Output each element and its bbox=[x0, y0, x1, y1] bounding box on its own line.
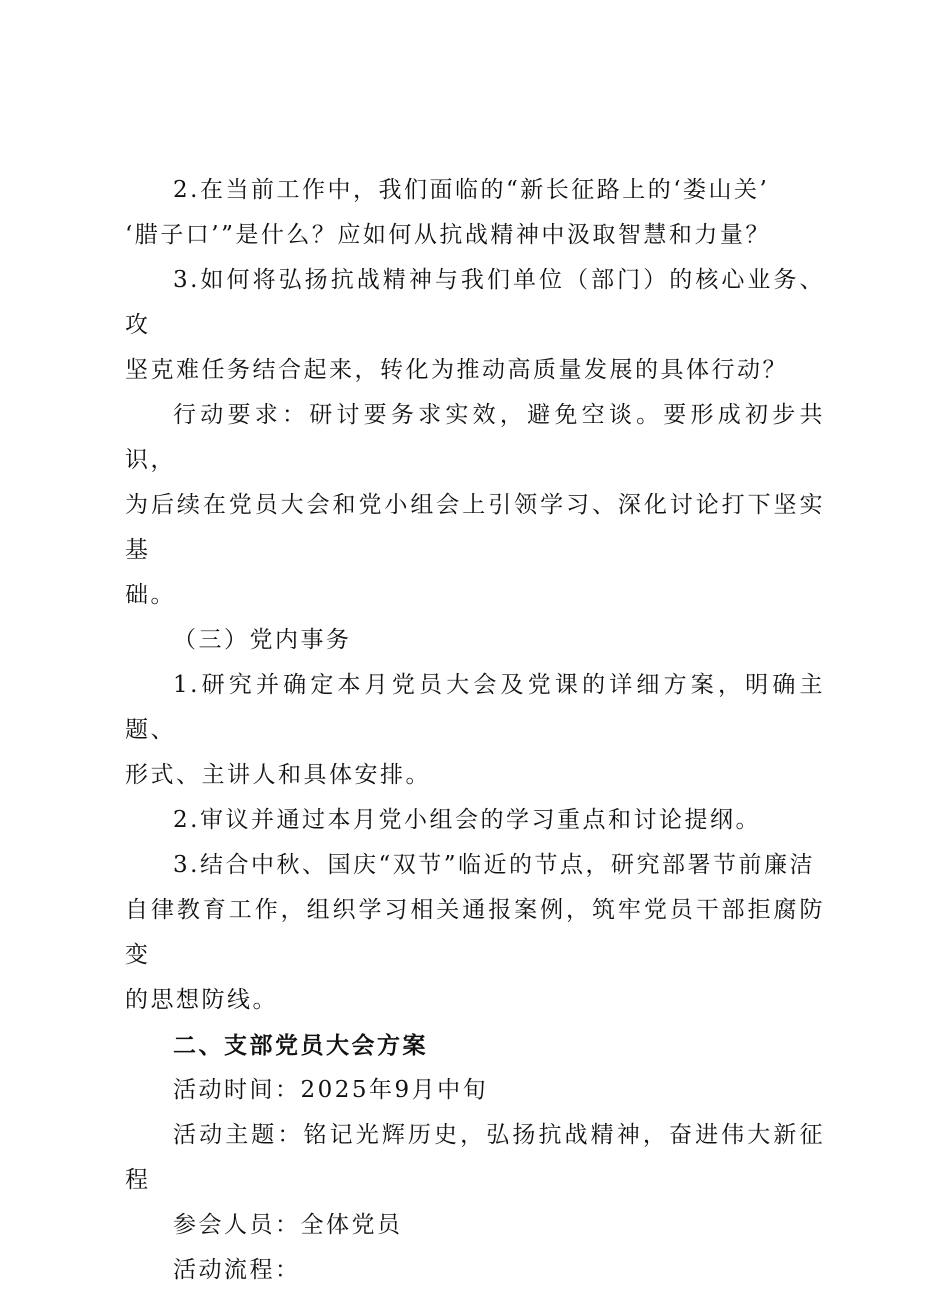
action-requirement bbox=[125, 393, 825, 483]
question-3-cont bbox=[125, 348, 825, 393]
section-3-title: （三）党内事务 bbox=[173, 627, 352, 653]
question-2-line-2: ‘腊子口’”是什么？应如何从抗战精神中汲取智慧和力量？ bbox=[125, 222, 771, 248]
document-body bbox=[125, 168, 825, 1293]
affair-item-3-line-1: 3.结合中秋、国庆“双节”临近的节点，研究部署节前廉洁 bbox=[173, 852, 815, 878]
affair-item-3-line-2: 自律教育工作，组织学习相关通报案例，筑牢党员干部拒腐防变 bbox=[125, 897, 825, 968]
question-2-line-1: 2.在当前工作中，我们面临的“新长征路上的‘娄山关’ bbox=[173, 177, 770, 203]
affair-item-2: 2.审议并通过本月党小组会的学习重点和讨论提纲。 bbox=[173, 807, 761, 833]
meeting-participants: 参会人员：全体党员 bbox=[173, 1212, 403, 1238]
affair-item-1-line-1: 1.研究并确定本月党员大会及党课的详细方案，明确主题、 bbox=[125, 672, 825, 743]
action-line-2: 为后续在党员大会和党小组会上引领学习、深化讨论打下坚实基 bbox=[125, 492, 825, 563]
question-3 bbox=[125, 258, 825, 348]
affair-item-1-line-2: 形式、主讲人和具体安排。 bbox=[125, 762, 431, 788]
action-line-3: 础。 bbox=[125, 582, 176, 608]
affair-item-3-line-3: 的思想防线。 bbox=[125, 987, 278, 1013]
action-line-1: 行动要求：研讨要务求实效，避免空谈。要形成初步共识， bbox=[125, 402, 825, 473]
meeting-process: 活动流程： bbox=[173, 1257, 301, 1283]
question-3-line-1: 3.如何将弘扬抗战精神与我们单位（部门）的核心业务、攻 bbox=[125, 267, 825, 338]
question-2-cont bbox=[125, 213, 825, 258]
meeting-theme: 活动主题：铭记光辉历史，弘扬抗战精神，奋进伟大新征程 bbox=[125, 1122, 825, 1193]
meeting-time: 活动时间：2025年9月中旬 bbox=[173, 1077, 489, 1103]
affair-item-1 bbox=[125, 663, 825, 753]
affair-item-1-cont bbox=[125, 753, 825, 798]
question-3-line-2: 坚克难任务结合起来，转化为推动高质量发展的具体行动？ bbox=[125, 357, 788, 383]
section-2-title: 二、支部党员大会方案 bbox=[173, 1032, 428, 1059]
question-2 bbox=[125, 168, 825, 213]
affair-item-3-cont bbox=[125, 888, 825, 1023]
affair-item-3 bbox=[125, 843, 825, 888]
action-requirement-cont bbox=[125, 483, 825, 618]
